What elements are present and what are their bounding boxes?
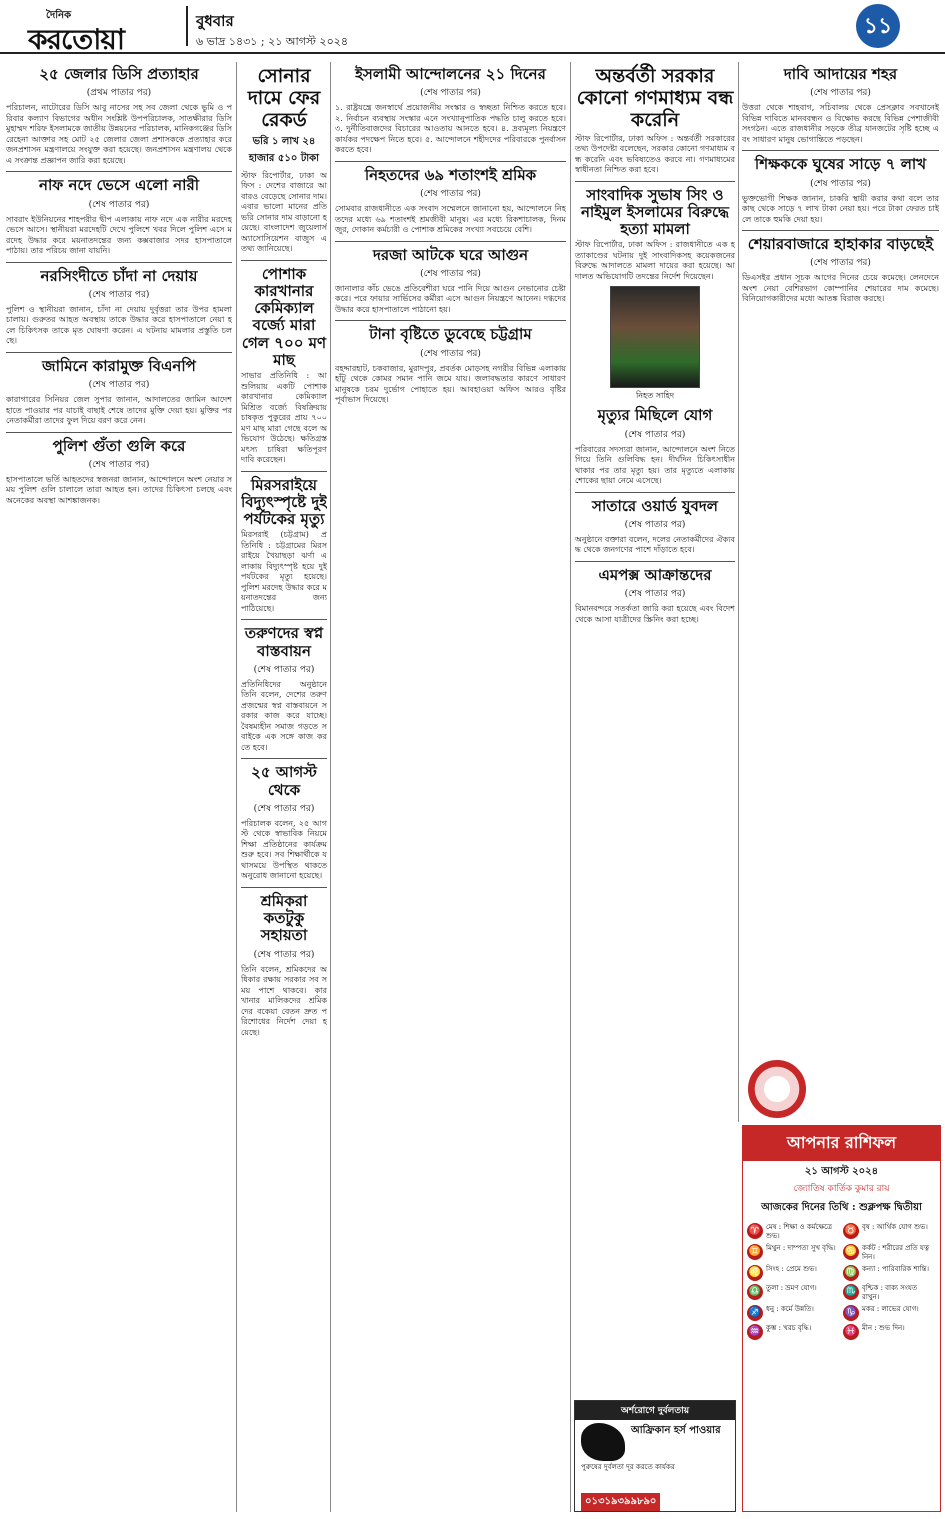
horoscope-sign-text: বৃশ্চিক : বাক্য সংযত রাখুন। [862, 1284, 918, 1301]
article-continuation: (শেষ পাতার পর) [420, 268, 481, 279]
masthead [0, 0, 945, 54]
zodiac-sign-icon: ♉ [843, 1223, 859, 1239]
article-body: প্রতিনিধিদের অনুষ্ঠানে তিনি বলেন, দেশের তরুণ প্রজন্মের স্বপ্ন বাস্তবায়নে সরকার কাজ করে যাচ্ছে। বৈষম্যহীন সমাজ গড়তে সবাইকে এক সঙ্গে কাজ করতে হবে। [241, 679, 327, 752]
article-headline[interactable]: শেয়ারবাজারে হাহাকার বাড়ছেই [747, 235, 934, 253]
zodiac-wheel-icon [748, 1060, 806, 1118]
article-continuation: (শেষ পাতার পর) [88, 199, 150, 210]
article-body: বিমানবন্দরে সতর্কতা জারি করা হয়েছে এবং বিদেশ থেকে আসা যাত্রীদের স্ক্রিনিং করা হচ্ছে। [575, 604, 735, 624]
article-headline[interactable]: সাতারে ওয়ার্ড যুবদল [592, 496, 718, 515]
zodiac-sign-icon: ♐ [747, 1305, 763, 1321]
horoscope-sign [843, 1265, 936, 1281]
horoscope-title[interactable]: আপনার রাশিফল [743, 1126, 940, 1161]
article-headline[interactable]: দরজা আটকে ঘরে আগুন [372, 245, 529, 264]
horoscope-sign [843, 1244, 936, 1262]
horoscope-sign-text: কর্কট : শরীরের প্রতি যত্ন নিন। [862, 1244, 930, 1261]
article-divider [742, 230, 939, 231]
horoscope-box [742, 1125, 941, 1512]
horoscope-sign [843, 1223, 936, 1241]
zodiac-sign-icon: ♊ [747, 1244, 763, 1260]
article-body: অনুষ্ঠানে বক্তারা বলেন, দলের নেতাকর্মীদের ঐক্যবদ্ধ থেকে জনগণের পাশে দাঁড়াতে হবে। [575, 534, 735, 555]
article-headline[interactable]: এমপক্স আক্রান্তদের [598, 565, 712, 584]
horoscope-sign-text: বৃষ : আর্থিক যোগ শুভ। [862, 1223, 928, 1231]
article-body: ১. রাষ্ট্রযন্ত্রে জনস্বার্থে প্রয়োজনীয় সংস্কার ও স্বচ্ছতা নিশ্চিত করতে হবে। ২. নির্বাচন ব্যবস্থায় সংস্কার এনে সংখ্যানুপাতিক পদ্ধতি চালু করতে হবে। ৩. দুর্নীতিবাজদের বিচারের আওতায় আনতে হবে। ৪. দ্রব্যমূল্য নিয়ন্ত্রণে কার্যকর পদক্ষেপ নিতে হবে। ৫. আন্দোলনে শহীদদের পরিবারকে পুনর্বাসন করতে হবে। [335, 103, 566, 155]
zodiac-sign-icon: ♎ [747, 1284, 763, 1300]
article-divider [241, 619, 327, 620]
zodiac-sign-icon: ♏ [843, 1284, 859, 1300]
article-divider [575, 181, 735, 182]
article-body: পুলিশ ও স্থানীয়রা জানান, চাঁদা না দেয়ায় দুর্বৃত্তরা তার উপর হামলা চালায়। গুরুতর আহত অবস্থায় তাকে উদ্ধার করে হাসপাতালে নেয়া হলে চিকিৎসক তাকে মৃত ঘোষণা করেন। এ ঘটনায় মামলার প্রস্তুতি চলছে। [6, 304, 232, 346]
column-rule [570, 62, 571, 1512]
horse-icon [581, 1423, 625, 1461]
horoscope-date: ২১ আগস্ট ২০২৪ [804, 1166, 879, 1177]
page-number: ১১ [856, 4, 900, 48]
article-body: সাভার প্রতিনিধি : আশুলিয়ায় একটি পোশাক কারখানার কেমিক্যাল মিশ্রিত বর্জ্যে বিষক্রিয়ায় চাষকৃত পুকুরের প্রায় ৭০০ মণ মাছ মারা গেছে বলে অভিযোগ উঠেছে। ক্ষতিগ্রস্ত মৎস্য চাষিরা ক্ষতিপূরণ দাবি করেছেন। [241, 371, 327, 465]
article-continuation: (শেষ পাতার পর) [420, 348, 481, 359]
article-body: পরিচালন, নাটোরের ডিসি আবু নাসের সহ সব জেলা থেকে ভুমি ও পরিবার কল্যাণ বিভাগের অধীন সংশ্লিষ্ট উপপরিচালক, সাতক্ষীরার ডিসি মুহাম্মদ শরিফ ইসলামকে জাতীয় উন্নয়নের পরিচালক, মানিকগঞ্জের ডিসি রেহেনা আক্তার সহ মোট ২৫ জেলার জেলা প্রশাসককে প্রত্যাহার করে জনপ্রশাসন মন্ত্রণালয়ে সংযুক্ত করা হয়েছে। জনপ্রশাসন মন্ত্রণালয় থেকে এ সংক্রান্ত প্রজ্ঞাপন জারি করা হয়েছে। [6, 103, 232, 165]
article-divider [575, 561, 735, 562]
article-body: পরিবারের সদস্যরা জানান, আন্দোলনে অংশ নিতে গিয়ে তিনি গুলিবিদ্ধ হন। দীর্ঘদিন চিকিৎসাধীন থাকার পর তার মৃত্যু হয়। তার মৃত্যুতে এলাকায় শোকের ছায়া নেমে এসেছে। [575, 444, 735, 486]
article-divider [335, 241, 566, 242]
article-headline[interactable]: শিক্ষককে ঘুষের সাড়ে ৭ লাখ [754, 155, 927, 174]
article-headline[interactable]: নিহতদের ৬৯ শতাংশই শ্রমিক [364, 165, 537, 184]
horoscope-sign-text: কুম্ভ : খরচ বৃদ্ধি। [766, 1324, 812, 1332]
article-continuation: (শেষ পাতার পর) [810, 258, 871, 269]
article-divider [6, 171, 232, 172]
column-4 [575, 62, 735, 1392]
article-body: সাবরাং ইউনিয়নের শাহপরীর দ্বীপ এলাকায় নাফ নদে এক নারীর মরদেহ ভেসে আসে। স্থানীয়রা মরদেহটি দেখে পুলিশে খবর দিলে পুলিশ এসে মরদেহ উদ্ধার করে ময়নাতদন্তের জন্য কক্সবাজার সদর হাসপাতালে পাঠায়। তার পরিচয় জানা যায়নি। [6, 214, 232, 255]
horoscope-signs [743, 1221, 940, 1342]
article-headline[interactable]: সাংবাদিক সুভাষ সিং ও নাইমুল ইসলামের বিরুদ্ধে হত্যা মামলা [580, 185, 730, 239]
column-rule [330, 62, 331, 1512]
zodiac-sign-icon: ♑ [843, 1305, 859, 1321]
article-body: স্টাফ রিপোর্টার, ঢাকা অফিস : দেশের বাজারে আবারও বেড়েছে সোনার দাম। এবার ভালো মানের প্রতি ভরি সোনার দাম বাড়ানো হয়েছে। বাংলাদেশ জুয়েলার্স অ্যাসোসিয়েশন বাজুস এ তথ্য জানিয়েছে। [241, 170, 327, 254]
article-continuation: (শেষ পাতার পর) [253, 803, 315, 814]
article-headline[interactable]: শ্রমিকরা কতটুকু সহায়তা [260, 891, 308, 945]
horoscope-sign [843, 1324, 936, 1340]
article-body: তিনি বলেন, শ্রমিকদের অধিকার রক্ষায় সরকার সব সময় পাশে থাকবে। কারখানার মালিকদের শ্রমিকদের বকেয়া বেতন দ্রুত পরিশোধের নির্দেশ দেয়া হয়েছে। [241, 964, 327, 1037]
article-body: মিরসরাই (চট্টগ্রাম) প্রতিনিধি : চট্টগ্রামের মিরসরাইয়ে খৈয়াছড়া ঝর্ণা এলাকায় বিদ্যুৎস্পৃষ্ট হয়ে দুই পর্যটকের মৃত্যু হয়েছে। পুলিশ মরদেহ উদ্ধার করে ময়নাতদন্তের জন্য পাঠিয়েছে। [241, 530, 327, 613]
column-3 [335, 62, 566, 1512]
horoscope-sign [747, 1305, 840, 1321]
ad-brand: আফ্রিকান হর্স পাওয়ার [631, 1425, 721, 1436]
horoscope-sign-text: মেষ : শিক্ষা ও কর্মক্ষেত্রে শুভ। [766, 1223, 833, 1240]
horoscope-sign-text: ধনু : কর্মে উন্নতি। [766, 1305, 814, 1313]
horoscope-sign [747, 1284, 840, 1302]
zodiac-sign-icon: ♌ [747, 1265, 763, 1281]
article-continuation: (শেষ পাতার পর) [88, 459, 150, 470]
horoscope-sign-text: মকর : লাভের যোগ। [862, 1305, 919, 1313]
article-body: হাসপাতালে ভর্তি আহতদের স্বজনরা জানান, আন্দোলনে অংশ নেয়ার সময় পুলিশ গুলি চালালে তারা আহত হন। তাদের চিকিৎসা চলছে এবং অনেকের অবস্থা আশঙ্কাজনক। [6, 474, 232, 505]
article-body: ডিএসইর প্রধান সূচক আগের দিনের চেয়ে কমেছে। লেনদেনে অংশ নেয়া বেশিরভাগ কোম্পানির শেয়ারের দাম কমেছে। বিনিয়োগকারীদের মধ্যে আতঙ্ক বিরাজ করছে। [742, 273, 939, 304]
column-2 [241, 62, 327, 1512]
article-body: বহদ্দারহাট, চকবাজার, মুরাদপুর, প্রবর্তক মোড়সহ নগরীর বিভিন্ন এলাকায় হাঁটু থেকে কোমর সমান পানি জমে যায়। জলাবদ্ধতার কারণে সাধারণ মানুষকে চরম দুর্ভোগ পোহাতে হয়। আবহাওয়া অফিস আরও বৃষ্টির পূর্বাভাস দিয়েছে। [335, 363, 566, 404]
article-headline[interactable]: ২৫ জেলার ডিসি প্রত্যাহার [39, 65, 199, 83]
header-separator [186, 6, 188, 46]
article-headline[interactable]: মিরসরাইয়ে বিদ্যুৎস্পৃষ্টে দুই পর্যটকের মৃত্যু [241, 475, 327, 529]
article-divider [335, 161, 566, 162]
article-continuation: (শেষ পাতার পর) [88, 380, 150, 390]
article-continuation: (শেষ পাতার পর) [88, 289, 150, 300]
article-divider [241, 887, 327, 888]
article-continuation: (শেষ পাতার পর) [624, 589, 686, 600]
article-body: স্টাফ রিপোর্টার, ঢাকা অফিস : রাজধানীতে এক হত্যাকাণ্ডের ঘটনায় দুই সাংবাদিকসহ কয়েকজনের বিরুদ্ধে আদালতে মামলা দায়ের করা হয়েছে। আদালত অভিযোগটি তদন্তের নির্দেশ দিয়েছেন। [575, 240, 735, 281]
horoscope-sign-text: তুলা : ভ্রমণ যোগ। [766, 1284, 817, 1292]
article-headline[interactable]: ২৫ আগস্ট থেকে [251, 763, 317, 799]
article-divider [335, 320, 566, 321]
zodiac-sign-icon: ♍ [843, 1265, 859, 1281]
article-continuation: (শেষ পাতার পর) [810, 178, 871, 189]
article-headline[interactable]: সোনার দামে ফের রেকর্ড [247, 65, 321, 131]
article-continuation: (শেষ পাতার পর) [420, 189, 481, 199]
zodiac-sign-icon: ♓ [843, 1324, 859, 1340]
column-5 [742, 62, 939, 1052]
horoscope-sign [747, 1265, 840, 1281]
horoscope-tithi: আজকের দিনের তিথি : শুক্লপক্ষ দ্বিতীয়া [761, 1202, 922, 1213]
article-continuation: (শেষ পাতার পর) [420, 88, 481, 99]
article-continuation: (শেষ পাতার পর) [253, 664, 315, 675]
article-body: ভুক্তভোগী শিক্ষক জানান, চাকরি স্থায়ী করার কথা বলে তার কাছ থেকে সাড়ে ৭ লাখ টাকা নেয়া হয়। পরে টাকা ফেরত চাইলে তাকে হুমকি দেয়া হয়। [742, 193, 939, 224]
header-day: বুধবার [196, 12, 234, 30]
article-body: সোমবার রাজধানীতে এক সংবাদ সম্মেলনে জানানো হয়, আন্দোলনে নিহতদের মধ্যে ৬৯ শতাংশই শ্রমজীবী মানুষ। এর মধ্যে রিকশাচালক, দিনমজুর, দোকান কর্মচারী ও পোশাক শ্রমিকের সংখ্যা সবচেয়ে বেশি। [335, 204, 566, 234]
article-continuation: (শেষ পাতার পর) [810, 88, 871, 99]
horoscope-sign-text: মীন : শুভ দিন। [862, 1324, 905, 1332]
article-headline[interactable]: নাফ নদে ভেসে এলো নারী [38, 176, 200, 195]
article-divider [241, 471, 327, 472]
article-body: পরিচালক বলেন, ২৫ আগস্ট থেকে স্বাভাবিক নিয়মে শিক্ষা প্রতিষ্ঠানের কার্যক্রম শুরু হবে। সব শিক্ষার্থীকে যথাসময়ে উপস্থিত থাকতে অনুরোধ জানানো হয়েছে। [241, 818, 327, 881]
advertisement[interactable] [574, 1400, 736, 1512]
column-1 [6, 62, 232, 1512]
article-body: উত্তরা থেকে শাহবাগ, সচিবালয় থেকে প্রেসক্লাব সবখানেই বিভিন্ন দাবিতে মানববন্ধন ও বিক্ষোভ করছে বিভিন্ন পেশাজীবী সংগঠন। এতে রাজধানীর সড়কে তীব্র যানজটের সৃষ্টি হচ্ছে এবং সাধারণ মানুষ ভোগান্তিতে পড়ছেন। [742, 103, 939, 144]
article-continuation: (শেষ পাতার পর) [253, 949, 315, 960]
zodiac-sign-icon: ♒ [747, 1324, 763, 1340]
article-body: স্টাফ রিপোর্টার, ঢাকা অফিস : অন্তর্বর্তী সরকারের তথ্য উপদেষ্টা বলেছেন, সরকার কোনো গণমাধ্যম বন্ধ করেনি এবং ভবিষ্যতেও করবে না। গণমাধ্যমের স্বাধীনতা নিশ্চিত করা হবে। [575, 133, 735, 175]
column-rule [738, 62, 739, 1122]
article-headline[interactable]: মৃত্যুর মিছিলে যোগ [597, 406, 713, 425]
news-photo [610, 286, 700, 388]
horoscope-sign [843, 1284, 936, 1302]
article-divider [241, 260, 327, 261]
ad-body: পুরুষের দুর্বলতা দূর করতে কার্যকর [581, 1463, 675, 1471]
article-continuation: (প্রথম পাতার পর) [86, 88, 152, 99]
zodiac-sign-icon: ♈ [747, 1223, 763, 1239]
article-headline[interactable]: অন্তর্বর্তী সরকার কোনো গণমাধ্যম বন্ধ করেনি [576, 65, 734, 131]
zodiac-sign-icon: ♋ [843, 1244, 859, 1260]
article-headline[interactable]: তরুণদের স্বপ্ন বাস্তবায়ন [244, 624, 324, 660]
horoscope-sign [747, 1324, 840, 1340]
horoscope-sign [747, 1244, 840, 1262]
article-divider [742, 150, 939, 151]
horoscope-sign-text: মিথুন : দাম্পত্য সুখ বৃদ্ধি। [766, 1244, 836, 1252]
article-headline[interactable]: পুলিশ গুঁতা গুলি করে [52, 436, 186, 455]
article-divider [6, 262, 232, 263]
ad-phone: ০১৩১৯৩৯৯৮৯০ [581, 1493, 660, 1512]
article-divider [575, 492, 735, 493]
horoscope-sign-text: কন্যা : পারিবারিক শান্তি। [862, 1265, 929, 1273]
ad-title: অর্শরোগে দুর্বলতায় [575, 1401, 735, 1420]
article-headline[interactable]: নরসিংদীতে চাঁদা না দেয়ায় [40, 266, 198, 285]
newspaper-logo: করতোয়া [28, 23, 124, 56]
article-headline[interactable]: জামিনে কারামুক্ত বিএনপি [42, 356, 196, 375]
article-divider [6, 432, 232, 433]
horoscope-author: জ্যোতিষ কার্তিক কুমার রায় [793, 1184, 890, 1194]
horoscope-sign [747, 1223, 840, 1241]
horoscope-sign [843, 1305, 936, 1321]
article-continuation: (শেষ পাতার পর) [624, 429, 686, 440]
column-rule [236, 62, 237, 1512]
article-body: কারাগারের সিনিয়র জেল সুপার জানান, আদালতের জামিন আদেশ হাতে পাওয়ার পর যাচাই বাছাই শেষে তাদের মুক্তি দেয়া হয়। মুক্তির পর নেতাকর্মীরা তাদের ফুল দিয়ে বরণ করে নেন। [6, 395, 232, 425]
horoscope-sign-text: সিংহ : প্রেমে শুভ। [766, 1265, 817, 1273]
article-subheadline: ভরি ১ লাখ ২৪ হাজার ৫১০ টাকা [248, 135, 320, 164]
article-headline[interactable]: টানা বৃষ্টিতে ডুবেছে চট্টগ্রাম [369, 325, 532, 344]
header-date: ৬ ভাদ্র ১৪৩১ ; ২১ আগস্ট ২০২৪ [196, 35, 349, 48]
article-divider [6, 352, 232, 353]
article-divider [241, 758, 327, 759]
logo-small-text: দৈনিক [46, 10, 72, 21]
article-body: জানালার কাঁচ ভেঙে প্রতিবেশীরা ঘরে পানি দিয়ে আগুন নেভানোর চেষ্টা করে। পরে ফায়ার সার্ভিসের কর্মীরা এসে আগুন নিয়ন্ত্রণে আনেন। দগ্ধদের উদ্ধার করে হাসপাতালে পাঠানো হয়। [335, 283, 566, 314]
article-headline[interactable]: ইসলামী আন্দোলনের ২১ দিনের [355, 65, 546, 83]
article-headline[interactable]: দাবি আদায়ের শহর [783, 65, 898, 83]
photo-caption: নিহত সাহিদ [635, 391, 675, 401]
article-continuation: (শেষ পাতার পর) [624, 519, 686, 530]
article-headline[interactable]: পোশাক কারখানার কেমিক্যাল বর্জ্যে মারা গেল ৭০০ মণ মাছ [241, 264, 327, 369]
